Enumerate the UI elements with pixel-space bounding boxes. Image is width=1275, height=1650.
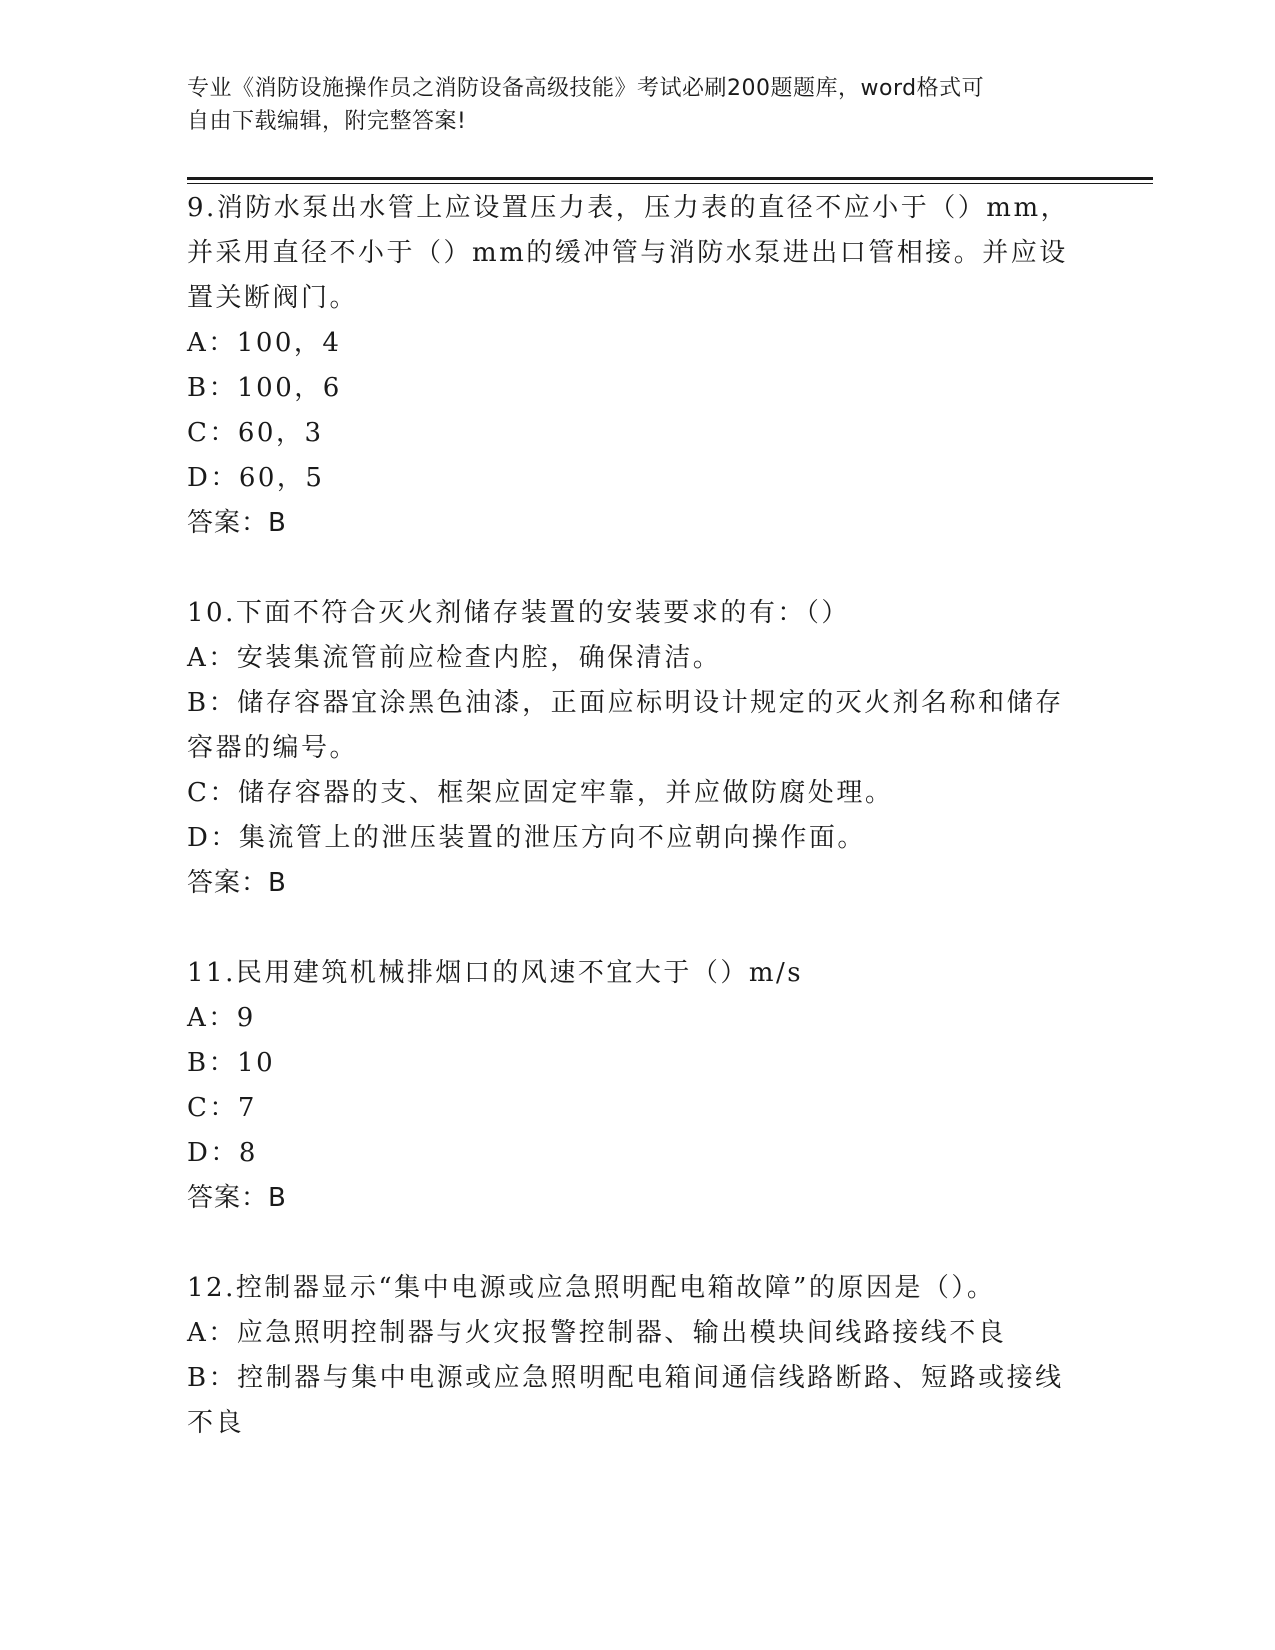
option-b-continued: 不良	[187, 1408, 245, 1438]
option-d: D：集流管上的泄压装置的泄压方向不应朝向操作面。	[187, 823, 866, 853]
question-stem-line: 置关断阀门。	[187, 283, 359, 313]
question-stem-line: 并采用直径不小于（）mm的缓冲管与消防水泵进出口管相接。并应设	[187, 238, 1068, 268]
option-b: B：100，6	[187, 373, 342, 403]
option-d: D：8	[187, 1138, 258, 1168]
option-d: D：60，5	[187, 463, 325, 493]
header-divider-thin	[187, 183, 1153, 184]
header-line-1: 专业《消防设施操作员之消防设备高级技能》考试必刷200题题库，word格式可	[187, 76, 985, 101]
question-list	[187, 186, 1087, 1446]
question-stem-line: 10.下面不符合灭火剂储存装置的安装要求的有：（）	[187, 598, 850, 628]
option-a: A：9	[187, 1003, 256, 1033]
option-a: A：100，4	[187, 328, 342, 358]
option-b: B：10	[187, 1048, 276, 1078]
header-divider-thick	[187, 177, 1153, 180]
question-stem-line: 9.消防水泵出水管上应设置压力表，压力表的直径不应小于（）mm，	[187, 193, 1070, 223]
question-10	[187, 591, 1087, 906]
header-line-2: 自由下载编辑，附完整答案!	[187, 109, 467, 134]
answer-label: 答案：B	[187, 1183, 287, 1213]
answer-label: 答案：B	[187, 508, 287, 538]
option-c: C：60，3	[187, 418, 324, 448]
question-9	[187, 186, 1087, 546]
question-spacer	[187, 1221, 1087, 1266]
option-c: C：储存容器的支、框架应固定牢靠，并应做防腐处理。	[187, 778, 894, 808]
question-spacer	[187, 546, 1087, 591]
question-spacer	[187, 906, 1087, 951]
answer-label: 答案：B	[187, 868, 287, 898]
option-b: B：储存容器宜涂黑色油漆，正面应标明设计规定的灭火剂名称和储存	[187, 688, 1064, 718]
option-a: A：安装集流管前应检查内腔，确保清洁。	[187, 643, 722, 673]
question-stem-line: 12.控制器显示“集中电源或应急照明配电箱故障”的原因是（）。	[187, 1273, 996, 1303]
question-11	[187, 951, 1087, 1221]
question-stem-line: 11.民用建筑机械排烟口的风速不宜大于（）m/s	[187, 958, 804, 988]
option-b: B：控制器与集中电源或应急照明配电箱间通信线路断路、短路或接线	[187, 1363, 1064, 1393]
option-c: C：7	[187, 1093, 257, 1123]
document-header	[187, 72, 1067, 138]
option-a: A：应急照明控制器与火灾报警控制器、输出模块间线路接线不良	[187, 1318, 1007, 1348]
option-b-continued: 容器的编号。	[187, 733, 359, 763]
question-12	[187, 1266, 1087, 1446]
